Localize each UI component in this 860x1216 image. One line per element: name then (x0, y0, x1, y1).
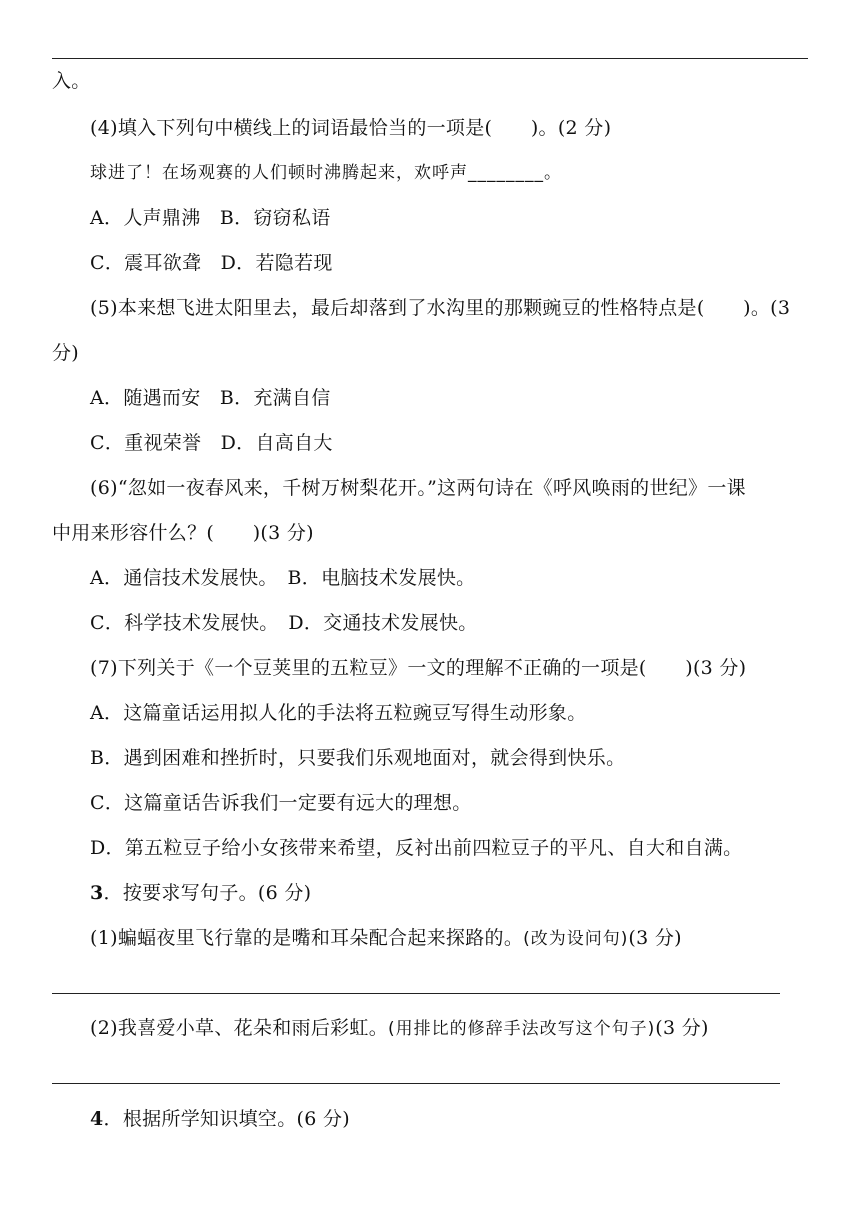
section3-item2 (90, 1015, 709, 1042)
q4-stem: (4)填入下列句中横线上的词语最恰当的一项是( )。(2 分) (90, 117, 612, 139)
section3-item1-text: (1)蝙蝠夜里飞行靠的是嘴和耳朵配合起来探路的。 (90, 927, 524, 949)
q5-options-row1: A．随遇而安 B．充满自信 (90, 387, 331, 409)
q7-stem: (7)下列关于《一个豆荚里的五粒豆》一文的理解不正确的一项是( )(3 分) (90, 657, 747, 679)
section3-item1-hint: (改为设问句) (523, 929, 629, 949)
section4-title: ．根据所学知识填空。(6 分) (103, 1108, 350, 1130)
section3-item1-score: (3 分) (628, 927, 682, 949)
q6-options-row1: A．通信技术发展快。 B．电脑技术发展快。 (90, 567, 476, 589)
q5-stem-line2: 分) (52, 342, 80, 364)
section3-item2-text: (2)我喜爱小草、花朵和雨后彩虹。 (90, 1017, 389, 1039)
q7-option-d: D．第五粒豆子给小女孩带来希望，反衬出前四粒豆子的平凡、自大和自满。 (90, 837, 743, 859)
section3-number: 3 (90, 882, 104, 904)
q7-option-c: C．这篇童话告诉我们一定要有远大的理想。 (90, 792, 472, 814)
q7-option-a: A．这篇童话运用拟人化的手法将五粒豌豆写得生动形象。 (90, 702, 587, 724)
top-rule (52, 58, 808, 59)
section3-item2-answer-line[interactable] (52, 1083, 780, 1084)
q4-sentence: 球进了！在场观赛的人们顿时沸腾起来，欢呼声________。 (90, 163, 562, 183)
continuation-text: 入。 (52, 70, 91, 92)
section3-item1 (90, 925, 682, 952)
section3-item1-answer-line[interactable] (52, 993, 780, 994)
section4-heading (90, 1106, 350, 1132)
q6-stem-line1: (6)“忽如一夜春风来，千树万树梨花开。”这两句诗在《呼风唤雨的世纪》一课 (90, 477, 746, 499)
q4-options-row1: A．人声鼎沸 B．窃窃私语 (90, 207, 331, 229)
section3-title: ．按要求写句子。(6 分) (103, 882, 312, 904)
section3-item2-score: (3 分) (655, 1017, 709, 1039)
section3-item2-hint: (用排比的修辞手法改写这个句子) (388, 1019, 656, 1039)
section3-heading (90, 880, 311, 906)
q7-option-b: B．遇到困难和挫折时，只要我们乐观地面对，就会得到快乐。 (90, 747, 626, 769)
q6-options-row2: C．科学技术发展快。 D．交通技术发展快。 (90, 612, 478, 634)
q5-options-row2: C．重视荣誉 D．自高自大 (90, 432, 333, 454)
q6-stem-line2: 中用来形容什么？( )(3 分) (52, 522, 314, 544)
section4-number: 4 (90, 1108, 104, 1130)
q5-stem-line1: (5)本来想飞进太阳里去，最后却落到了水沟里的那颗豌豆的性格特点是( )。(3 (90, 297, 791, 319)
q4-options-row2: C．震耳欲聋 D．若隐若现 (90, 252, 333, 274)
